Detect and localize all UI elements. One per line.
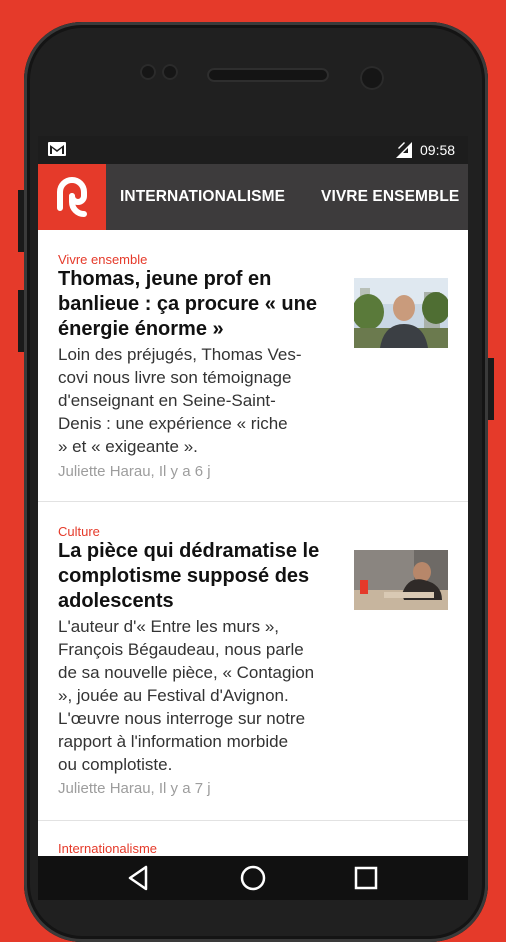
recents-icon[interactable]: [350, 862, 382, 894]
article-thumbnail[interactable]: [354, 550, 448, 610]
article-title[interactable]: Thomas, jeune prof en banlieue : ça procure « une énergie énorme »: [58, 268, 317, 340]
article-card[interactable]: [38, 502, 468, 821]
side-button-right: [488, 358, 494, 420]
power-button: [18, 190, 24, 252]
article-summary: L'auteur d'« Entre les murs », François Bégaudeau, nous parle de sa nouvelle pièce, « Contagion », jouée au Festival d'Avignon. L'œuvre nous interroge sur notre rapport à l'information morbide ou complotiste.: [58, 617, 315, 774]
back-icon[interactable]: [124, 862, 156, 894]
app-logo-icon[interactable]: [38, 164, 106, 230]
status-bar: [38, 136, 468, 164]
sensor-icon: [140, 64, 156, 80]
app-bar: [38, 164, 468, 230]
article-feed[interactable]: [38, 230, 468, 856]
tab-internationalisme[interactable]: INTERNATIONALISME: [120, 188, 286, 205]
navigation-bar: [38, 856, 468, 900]
volume-button: [18, 290, 24, 352]
article-summary: Loin des préjugés, Thomas Ves- covi nous livre son témoignage d'enseignant en Seine-Saint- Denis : une expérience « riche » et « exigeante ».: [58, 345, 302, 456]
earpiece-speaker: [207, 68, 329, 82]
article-meta: Juliette Harau, Il y a 6 j: [58, 463, 211, 480]
screen: [38, 136, 468, 900]
status-time: 09:58: [420, 142, 456, 158]
article-category: Culture: [58, 524, 100, 539]
gmail-icon: [48, 142, 66, 156]
article-category: Internationalisme: [58, 841, 157, 856]
article-thumbnail[interactable]: [354, 278, 448, 348]
article-card[interactable]: [38, 230, 468, 502]
article-category: Vivre ensemble: [58, 252, 148, 267]
article-meta: Juliette Harau, Il y a 7 j: [58, 780, 211, 797]
sensor-icon: [162, 64, 178, 80]
tab-vivre-ensemble[interactable]: VIVRE ENSEMBLE: [321, 188, 460, 205]
home-icon[interactable]: [237, 862, 269, 894]
article-card[interactable]: [38, 821, 468, 856]
front-camera-icon: [360, 66, 384, 90]
article-title[interactable]: La pièce qui dédramatise le complotisme supposé des adolescents: [58, 540, 320, 612]
signal-icon: [394, 140, 414, 160]
